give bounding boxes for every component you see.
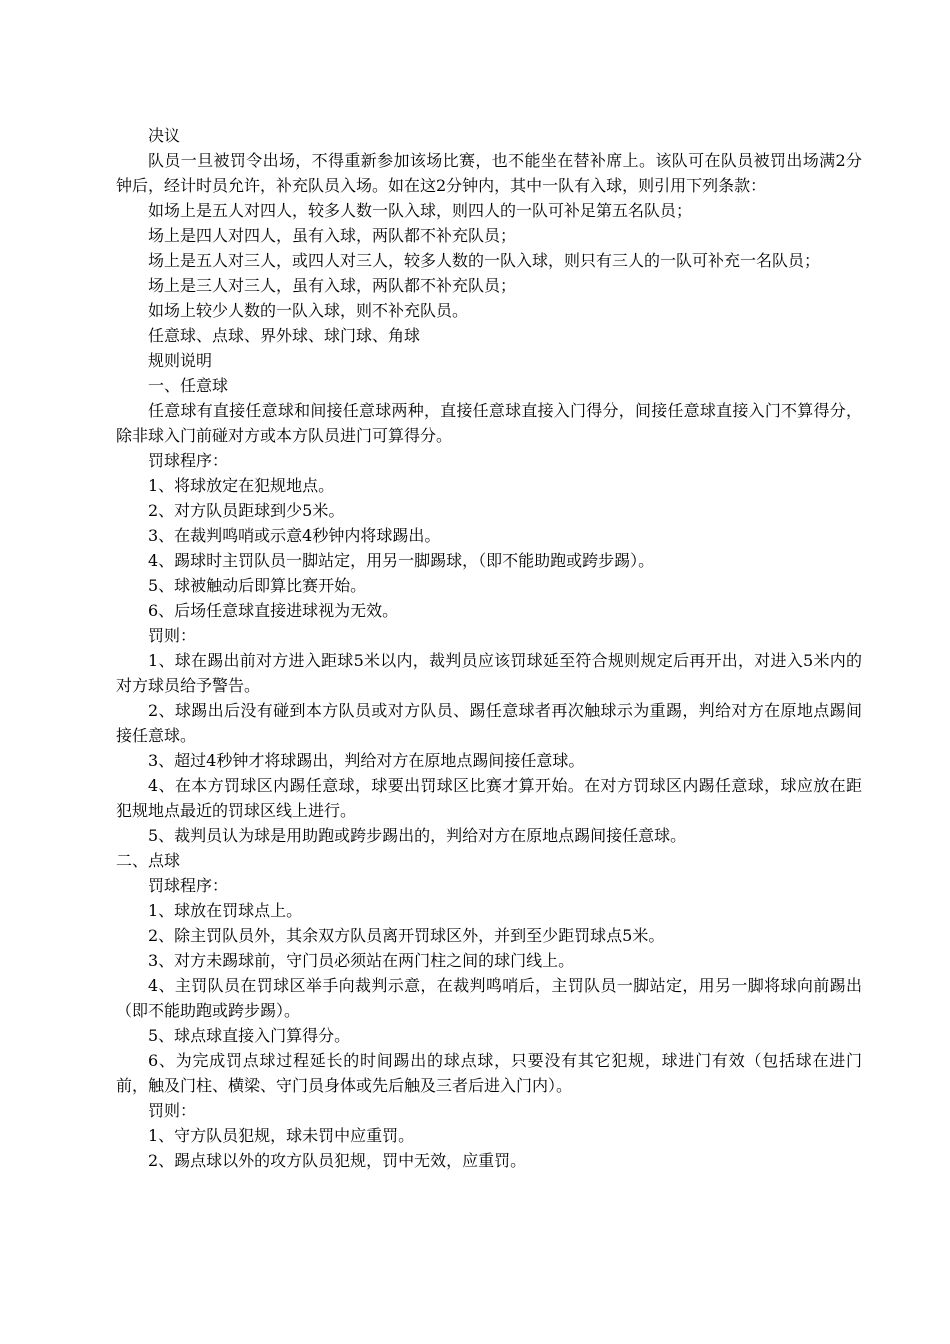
- list-item: 2、除主罚队员外，其余双方队员离开罚球区外，并到至少距罚球点5米。: [148, 926, 665, 945]
- list-item: 1、球在踢出前对方进入距球5米以内，裁判员应该罚球延至符合规则规定后再开出，对进入5米内的对方球员给予警告。: [116, 651, 862, 695]
- paragraph: 场上是四人对四人，虽有入球，两队都不补充队员；: [148, 226, 517, 245]
- subheading-procedure: 罚球程序：: [148, 876, 229, 895]
- section-heading-penalty-kick: 二、点球: [116, 851, 181, 870]
- list-item: 6、后场任意球直接进球视为无效。: [148, 601, 399, 620]
- subheading-penalty: 罚则：: [148, 626, 197, 645]
- list-item: 6、为完成罚点球过程延长的时间踢出的球点球，只要没有其它犯规，球进门有效（包括球在进门前，触及门柱、横梁、守门员身体或先后触及三者后进入门内）。: [116, 1051, 862, 1095]
- list-item: 2、踢点球以外的攻方队员犯规，罚中无效，应重罚。: [148, 1151, 527, 1170]
- paragraph: 场上是五人对三人，或四人对三人，较多人数的一队入球，则只有三人的一队可补充一名队员；: [148, 251, 821, 270]
- paragraph: 场上是三人对三人，虽有入球，两队都不补充队员；: [148, 276, 517, 295]
- list-item: 5、球被触动后即算比赛开始。: [148, 576, 367, 595]
- paragraph: 任意球有直接任意球和间接任意球两种，直接任意球直接入门得分，间接任意球直接入门不算得分，除非球入门前碰对方或本方队员进门可算得分。: [116, 401, 862, 445]
- subheading-penalty: 罚则：: [148, 1101, 197, 1120]
- list-item: 4、主罚队员在罚球区举手向裁判示意，在裁判鸣哨后，主罚队员一脚站定，用另一脚将球向前踢出（即不能助跑或跨步踢）。: [116, 976, 862, 1020]
- list-item: 2、球踢出后没有碰到本方队员或对方队员、踢任意球者再次触球示为重踢，判给对方在原地点踢间接任意球。: [116, 701, 862, 745]
- list-item: 1、守方队员犯规，球未罚中应重罚。: [148, 1126, 415, 1145]
- paragraph-topics: 任意球、点球、界外球、球门球、角球: [148, 326, 421, 345]
- paragraph: 队员一旦被罚令出场，不得重新参加该场比赛，也不能坐在替补席上。该队可在队员被罚出场满2分钟后，经计时员允许，补充队员入场。如在这2分钟内，其中一队有入球，则引用下列条款：: [116, 151, 862, 195]
- list-item: 5、裁判员认为球是用助跑或跨步踢出的，判给对方在原地点踢间接任意球。: [148, 826, 687, 845]
- list-item: 1、将球放定在犯规地点。: [148, 476, 335, 495]
- list-item: 3、对方未踢球前，守门员必须站在两门柱之间的球门线上。: [148, 951, 575, 970]
- list-item: 5、球点球直接入门算得分。: [148, 1026, 351, 1045]
- list-item: 1、球放在罚球点上。: [148, 901, 303, 920]
- list-item: 3、超过4秒钟才将球踢出，判给对方在原地点踢间接任意球。: [148, 751, 585, 770]
- paragraph-rules-heading: 规则说明: [148, 351, 213, 370]
- list-item: 4、在本方罚球区内踢任意球，球要出罚球区比赛才算开始。在对方罚球区内踢任意球，球应放在距犯规地点最近的罚球区线上进行。: [116, 776, 862, 820]
- section-heading-free-kick: 一、任意球: [148, 376, 229, 395]
- list-item: 3、在裁判鸣哨或示意4秒钟内将球踢出。: [148, 526, 441, 545]
- subheading-procedure: 罚球程序：: [148, 451, 229, 470]
- paragraph: 如场上较少人数的一队入球，则不补充队员。: [148, 301, 469, 320]
- list-item: 2、对方队员距球到少5米。: [148, 501, 345, 520]
- list-item: 4、踢球时主罚队员一脚站定，用另一脚踢球，（即不能助跑或跨步踢）。: [148, 551, 655, 570]
- document-body: [116, 123, 862, 1173]
- paragraph-resolution-heading: 决议: [148, 126, 181, 145]
- paragraph: 如场上是五人对四人，较多人数一队入球，则四人的一队可补足第五名队员；: [148, 201, 693, 220]
